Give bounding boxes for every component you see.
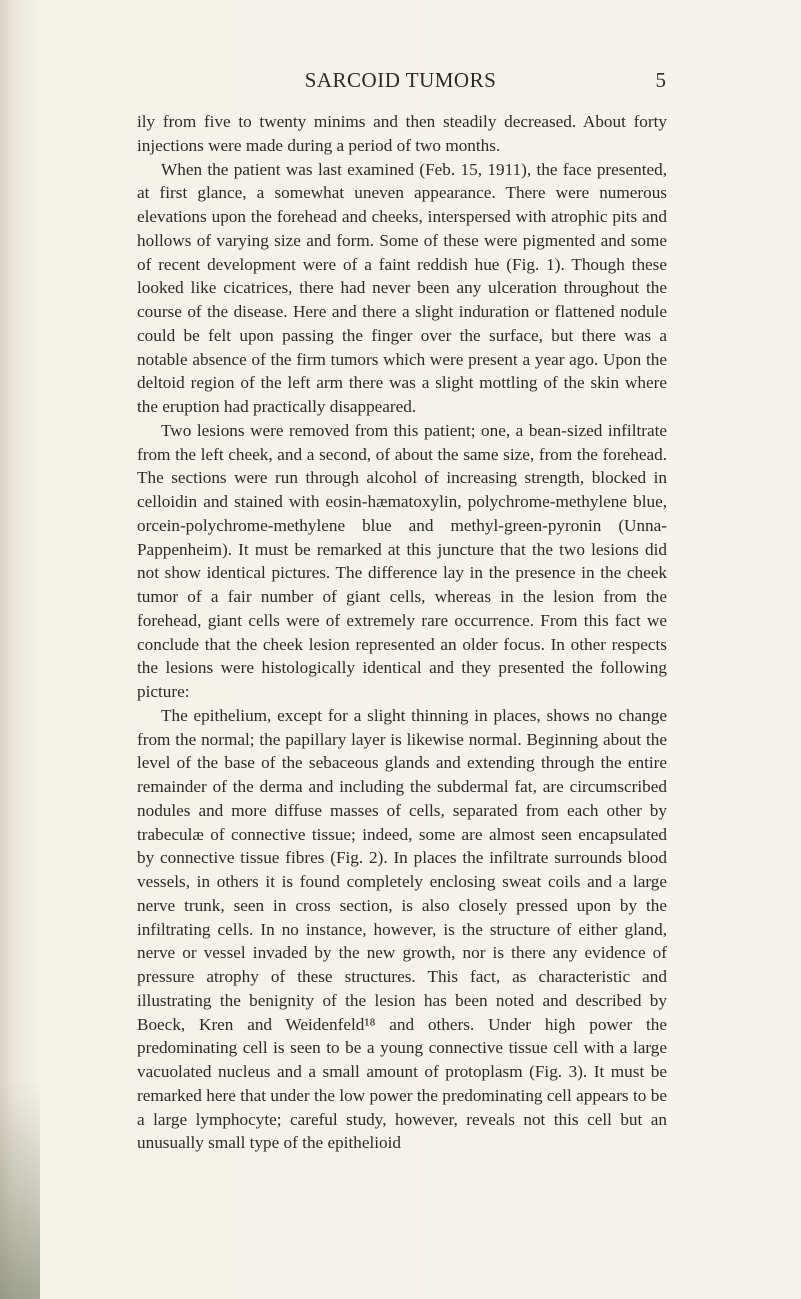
paragraph-continuation: ily from five to twenty minims and then steadily decreased. About forty injections were made during a period of two months. (137, 112, 667, 155)
paragraph-examination: When the patient was last examined (Feb. 15, 1911), the face presented, at first glance, a somewhat uneven appearance. There were numerous elevations upon the forehead and cheeks, interspersed with atrophic pits and hollows of varying size and form. Some of these were pigmented and some of recent development were of a faint reddish hue (Fig. 1). Though these looked like cicatrices, there had never been any ulceration throughout the course of the disease. Here and there a slight induration or flattened nodule could be felt upon passing the finger over the surface, but there was a notable absence of the firm tumors which were present a year ago. Upon the deltoid region of the left arm there was a slight mottling of the skin where the eruption had practically disappeared. (137, 159, 667, 416)
paragraph-histology: The epithelium, except for a slight thinning in places, shows no change from the normal; the papillary layer is likewise normal. Beginning about the level of the base of the sebaceous glands and extending through the entire remainder of the derma and including the subdermal fat, are circumscribed nodules and more diffuse masses of cells, separated from each other by trabeculæ of connective tissue; indeed, some are almost seen encapsulated by connective tissue fibres (Fig. 2). In places the infiltrate surrounds blood vessels, in others it is found completely enclosing sweat coils and a large nerve trunk, seen in cross section, is also closely pressed upon by the infiltrating cells. In no instance, however, is the structure of either gland, nerve or vessel invaded by the new growth, nor is there any evidence of pressure atrophy of these structures. This fact, as characteristic and illustrating the benignity of the lesion has been noted and described by Boeck, Kren and Weidenfeld¹⁸ and others. Under high power the predominating cell is seen to be a young connective tissue cell with a large vacuolated nucleus and a small amount of protoplasm (Fig. 3). It must be remarked here that under the low power the predominating cell appears to be a large lymphocyte; careful study, however, reveals not this cell but an unusually small type of the epithelioid (137, 705, 667, 1153)
running-head: SARCOID TUMORS (304, 68, 497, 92)
page-header (0, 68, 801, 98)
paragraph-lesions-removed: Two lesions were removed from this patient; one, a bean-sized infiltrate from the left cheek, and a second, of about the same size, from the forehead. The sections were run through alcohol of increasing strength, blocked in celloidin and stained with eosin-hæmatoxylin, polychrome-methylene blue, orcein-polychrome-methylene blue and methyl-green-pyronin (Unna-Pappenheim). It must be remarked at this juncture that the two lesions did not show identical pictures. The difference lay in the presence in the cheek tumor of a fair number of giant cells, whereas in the lesion from the forehead, giant cells were of extremely rare occurrence. From this fact we conclude that the cheek lesion represented an older focus. In other respects the lesions were histologically identical and they presented the following picture: (137, 420, 667, 701)
page-number: 5 (655, 68, 666, 92)
binding-shadow (0, 1080, 40, 1299)
body-text (137, 110, 667, 1155)
